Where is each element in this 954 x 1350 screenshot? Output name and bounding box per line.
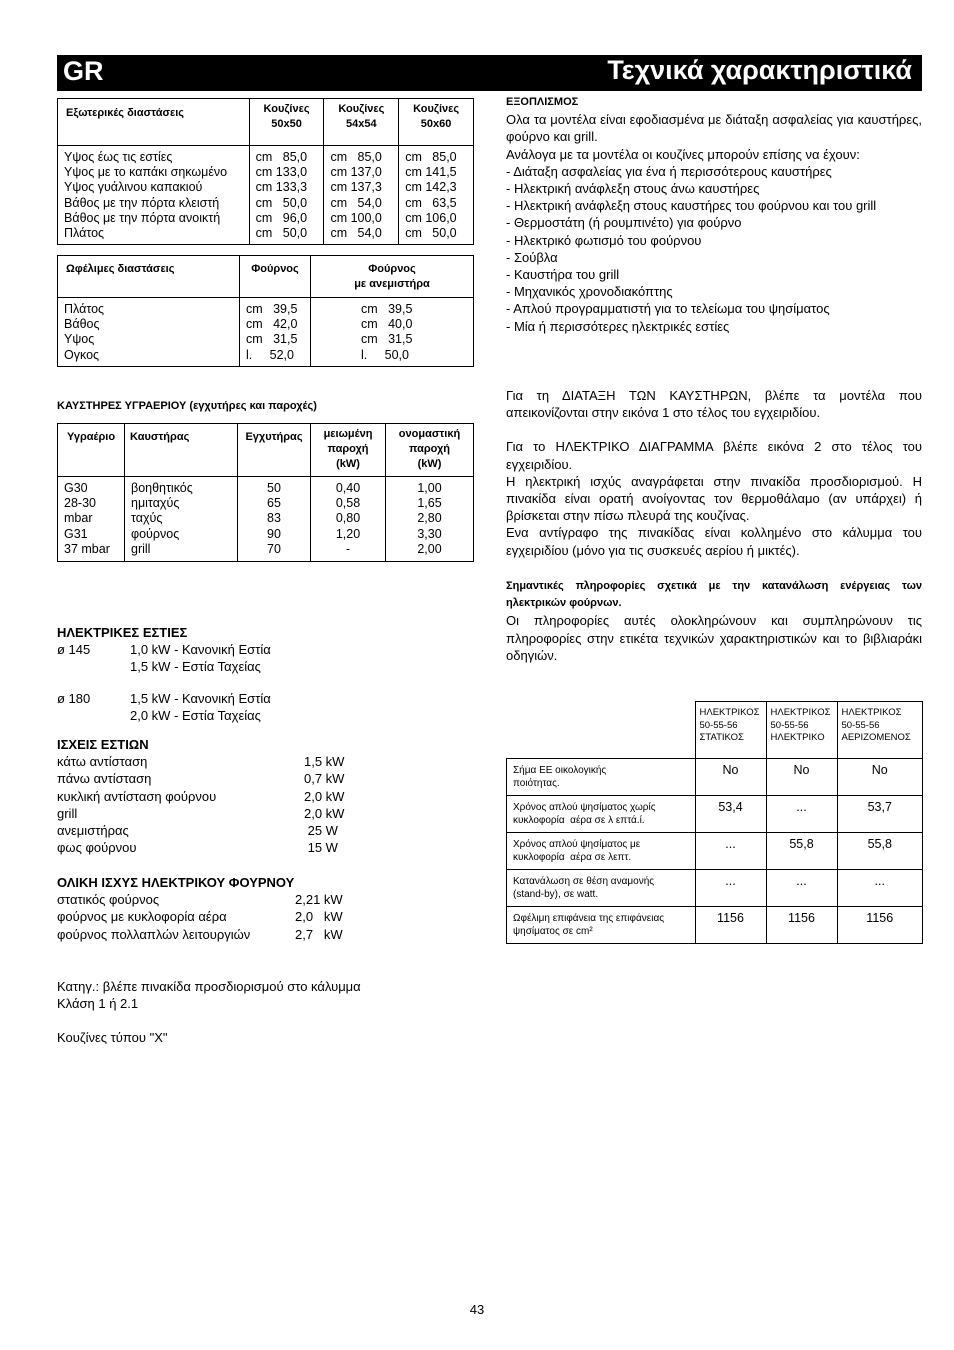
category-note: Κατηγ.: βλέπε πινακίδα προσδιορισμού στο κάλυμμα — [57, 979, 361, 994]
energy-cell: 53,4 — [695, 795, 766, 832]
energy-cell: 55,8 — [766, 832, 837, 869]
gas-lpg-values: G30 28-30 mbar G31 37 mbar — [58, 477, 125, 562]
element-power-title: ΙΣΧΕΙΣ ΕΣΤΙΩΝ — [57, 737, 149, 752]
total-oven-power-section — [57, 874, 477, 943]
table-row — [507, 906, 923, 943]
gas-burners-table — [57, 423, 474, 562]
equipment-title: ΕΞΟΠΛΙΣΜΟΣ — [506, 96, 579, 108]
useful-dims-labels: Πλάτος Βάθος Υψος Ογκος — [58, 298, 240, 367]
list-item: - Καυστήρα του grill — [506, 267, 620, 283]
electric-hotplates-title: ΗΛΕΚΤΡΙΚΕΣ ΕΣΤΙΕΣ — [57, 625, 188, 640]
ext-dims-values-50x50: cm 85,0 cm 133,0 cm 133,3 cm 50,0 cm 96,0 cm 50,0 — [249, 146, 324, 245]
list-item: - Ηλεκτρική ανάφλεξη στους άνω καυστήρες — [506, 181, 760, 197]
energy-cell: 53,7 — [837, 795, 923, 832]
energy-row-label: Χρόνος απλού ψησίματος με κυκλοφορία αέρα σε λεπτ. — [507, 832, 696, 869]
energy-row-label: Σήμα ΕΕ οικολογικής ποιότητας. — [507, 758, 696, 795]
cooker-type-note: Κουζίνες τύπου "X" — [57, 1030, 168, 1046]
energy-cell: ... — [695, 832, 766, 869]
external-dimensions-table — [57, 98, 474, 245]
gas-injector-values: 50 65 83 90 70 — [238, 477, 311, 562]
ext-dims-labels: Υψος έως τις εστίες Υψος με το καπάκι σηκωμένο Υψος γυάλινου καπακιού Βάθος με την πόρτα κλειστή Βάθος με την πόρτα ανοικτή Πλάτος — [58, 146, 250, 245]
energy-info-text: Οι πληροφορίες αυτές ολοκληρώνουν και συμπληρώνουν τις πληροφορίες στην ετικέτα τεχνικών χαρακτηριστικών και το βιβλιαράκι οδηγιών. — [506, 613, 922, 663]
table-row — [507, 869, 923, 906]
ext-dims-values-50x60: cm 85,0 cm 141,5 cm 142,3 cm 63,5 cm 106,0 cm 50,0 — [399, 146, 474, 245]
energy-cell: 1156 — [766, 906, 837, 943]
table-row — [507, 832, 923, 869]
hotplate-180-power: 1,5 kW - Κανονική Εστία 2,0 kW - Εστία Ταχείας — [130, 690, 271, 723]
table-row — [507, 758, 923, 795]
class-note: Κλάση 1 ή 2.1 — [57, 996, 139, 1012]
gas-col-burner: Καυστήρας — [125, 424, 238, 477]
gas-col-reduced-flow: μειωμένη παροχή (kW) — [311, 424, 386, 477]
total-oven-power-labels: στατικός φούρνος φούρνος με κυκλοφορία αέρα φούρνος πολλαπλών λειτουργιών — [57, 892, 251, 942]
energy-col-static: ΗΛΕΚΤΡΙΚΟΣ 50-55-56 ΣΤΑΤΙΚΟΣ — [695, 702, 766, 759]
list-item: - Μηχανικός χρονοδιακόπτης — [506, 284, 673, 300]
list-item: - Ηλεκτρική ανάφλεξη στους καυστήρες του φούρνου και του grill — [506, 198, 877, 214]
equipment-section — [506, 94, 922, 335]
energy-col-electric: ΗΛΕΚΤΡΙΚΟΣ 50-55-56 ΗΛΕΚΤΡΙΚΟ — [766, 702, 837, 759]
energy-cell: No — [837, 758, 923, 795]
gas-col-nominal-flow: ονομαστική παροχή (kW) — [386, 424, 474, 477]
table-row — [507, 795, 923, 832]
energy-info-title: Σημαντικές πληροφορίες σχετικά με την κατανάλωση ενέργειας των ηλεκτρικών φούρνων. — [506, 580, 922, 610]
ext-dims-col-54x54: Κουζίνες 54x54 — [324, 99, 399, 146]
list-item: - Απλού προγραμματιστή για το τελείωμα του ψησίματος — [506, 301, 830, 317]
info-section — [506, 387, 922, 559]
page-header — [57, 55, 922, 91]
gas-burners-title: ΚΑΥΣΤΗΡΕΣ ΥΓΡΑΕΡΙΟΥ (εγχυτήρες και παροχές) — [57, 400, 317, 412]
ext-dims-col-50x50: Κουζίνες 50x50 — [249, 99, 324, 146]
list-item: - Θερμοστάτη (ή ρουμπινέτο) για φούρνο — [506, 215, 742, 231]
element-power-labels: κάτω αντίσταση πάνω αντίσταση κυκλική αντίσταση φούρνου grill ανεμιστήρας φως φούρνου — [57, 754, 217, 856]
gas-col-injector: Εγχυτήρας — [238, 424, 311, 477]
energy-table — [506, 701, 923, 944]
language-code: GR — [63, 56, 104, 86]
gas-burner-names: βοηθητικός ημιταχύς ταχύς φούρνος grill — [125, 477, 238, 562]
energy-cell: 1156 — [695, 906, 766, 943]
hotplate-diameter-180: ø 180 — [57, 690, 91, 706]
list-item: - Σούβλα — [506, 249, 558, 265]
gas-nominal-flow-values: 1,00 1,65 2,80 3,30 2,00 — [386, 477, 474, 562]
energy-cell: ... — [766, 795, 837, 832]
energy-table-corner — [507, 702, 696, 759]
page-number: 43 — [469, 1302, 485, 1317]
list-item: - Διάταξη ασφαλείας για ένα ή περισσότερους καυστήρες — [506, 163, 832, 179]
energy-info-section — [506, 578, 922, 664]
plate-copy-paragraph: Ενα αντίγραφο της πινακίδας είναι κολλημένο στο κάλυμμα του εγχειριδίου (μόνο για τις συσκευές αερίου ή μικτές). — [506, 525, 922, 558]
wiring-diagram-paragraph: Για το ΗΛΕΚΤΡΙΚΟ ΔΙΑΓΡΑΜΜΑ βλέπε εικόνα 2 στο τέλος του εγχειριδίου. — [506, 439, 922, 472]
energy-cell: ... — [695, 869, 766, 906]
burner-layout-paragraph: Για τη ΔΙΑΤΑΞΗ ΤΩΝ ΚΑΥΣΤΗΡΩΝ, βλέπε τα μοντέλα που απεικονίζονται στην εικόνα 1 στο τέλος του εγχειριδίου. — [506, 388, 922, 421]
ext-dims-header: Εξωτερικές διαστάσεις — [58, 99, 250, 146]
hotplate-diameter-145: ø 145 — [57, 642, 91, 658]
energy-col-ventilated: ΗΛΕΚΤΡΙΚΟΣ 50-55-56 ΑΕΡΙΖΟΜΕΝΟΣ — [837, 702, 923, 759]
total-oven-power-values: 2,21 kW 2,0 kW 2,7 kW — [295, 892, 343, 942]
energy-cell: ... — [837, 869, 923, 906]
useful-dims-col-oven: Φούρνος — [240, 256, 311, 298]
useful-dims-header: Ωφέλιμες διαστάσεις — [58, 256, 240, 298]
gas-col-lpg: Υγραέριο — [58, 424, 125, 477]
electric-hotplates-section — [57, 624, 477, 724]
ext-dims-values-54x54: cm 85,0 cm 137,0 cm 137,3 cm 54,0 cm 100,0 cm 54,0 — [324, 146, 399, 245]
gas-reduced-flow-values: 0,40 0,58 0,80 1,20 - — [311, 477, 386, 562]
page-title: Τεχνικά χαρακτηριστικά — [607, 55, 912, 85]
hotplate-145-power: 1,0 kW - Κανονική Εστία 1,5 kW - Εστία Ταχείας — [130, 642, 271, 675]
rating-plate-paragraph: Η ηλεκτρική ισχύς αναγράφεται στην πινακίδα προσδιορισμού. Η πινακίδα είναι ορατή ανοίγοντας τον θερμοθάλαμο (αν υπάρχει) ή βρίσκεται στην πίσω πλευρά της κουζίνας. — [506, 473, 922, 524]
element-power-values: 1,5 kW 0,7 kW 2,0 kW 2,0 kW 25 W 15 W — [304, 754, 345, 856]
notes-section — [57, 978, 477, 1047]
useful-dims-col-fan-oven: Φούρνος με ανεμιστήρα — [311, 256, 474, 298]
total-oven-power-title: ΟΛΙΚΗ ΙΣΧΥΣ ΗΛΕΚΤΡΙΚΟΥ ΦΟΥΡΝΟΥ — [57, 875, 295, 890]
ext-dims-col-50x60: Κουζίνες 50x60 — [399, 99, 474, 146]
energy-cell: ... — [766, 869, 837, 906]
element-power-section — [57, 736, 477, 856]
useful-dims-values-oven: cm 39,5 cm 42,0 cm 31,5 l. 52,0 — [240, 298, 311, 367]
equipment-intro-1: Ολα τα μοντέλα είναι εφοδιασμένα με διάταξη ασφαλείας για καυστήρες, φούρνο και grill. — [506, 112, 922, 145]
list-item: - Ηλεκτρικό φωτισμό του φούρνου — [506, 232, 702, 248]
list-item: - Μία ή περισσότερες ηλεκτρικές εστίες — [506, 318, 730, 334]
energy-cell: No — [766, 758, 837, 795]
equipment-list — [506, 163, 922, 335]
equipment-intro-2: Ανάλογα με τα μοντέλα οι κουζίνες μπορούν επίσης να έχουν: — [506, 146, 860, 162]
energy-cell: 55,8 — [837, 832, 923, 869]
energy-cell: 1156 — [837, 906, 923, 943]
energy-row-label: Κατανάλωση σε θέση αναμονής (stand-by), σε watt. — [507, 869, 696, 906]
useful-dims-values-fan-oven: cm 39,5 cm 40,0 cm 31,5 l. 50,0 — [311, 298, 474, 367]
useful-dimensions-table — [57, 255, 474, 367]
energy-row-label: Ωφέλιμη επιφάνεια της επιφάνειας ψησίματος σε cm² — [507, 906, 696, 943]
energy-row-label: Χρόνος απλού ψησίματος χωρίς κυκλοφορία αέρα σε λ επτά.ί. — [507, 795, 696, 832]
energy-cell: No — [695, 758, 766, 795]
